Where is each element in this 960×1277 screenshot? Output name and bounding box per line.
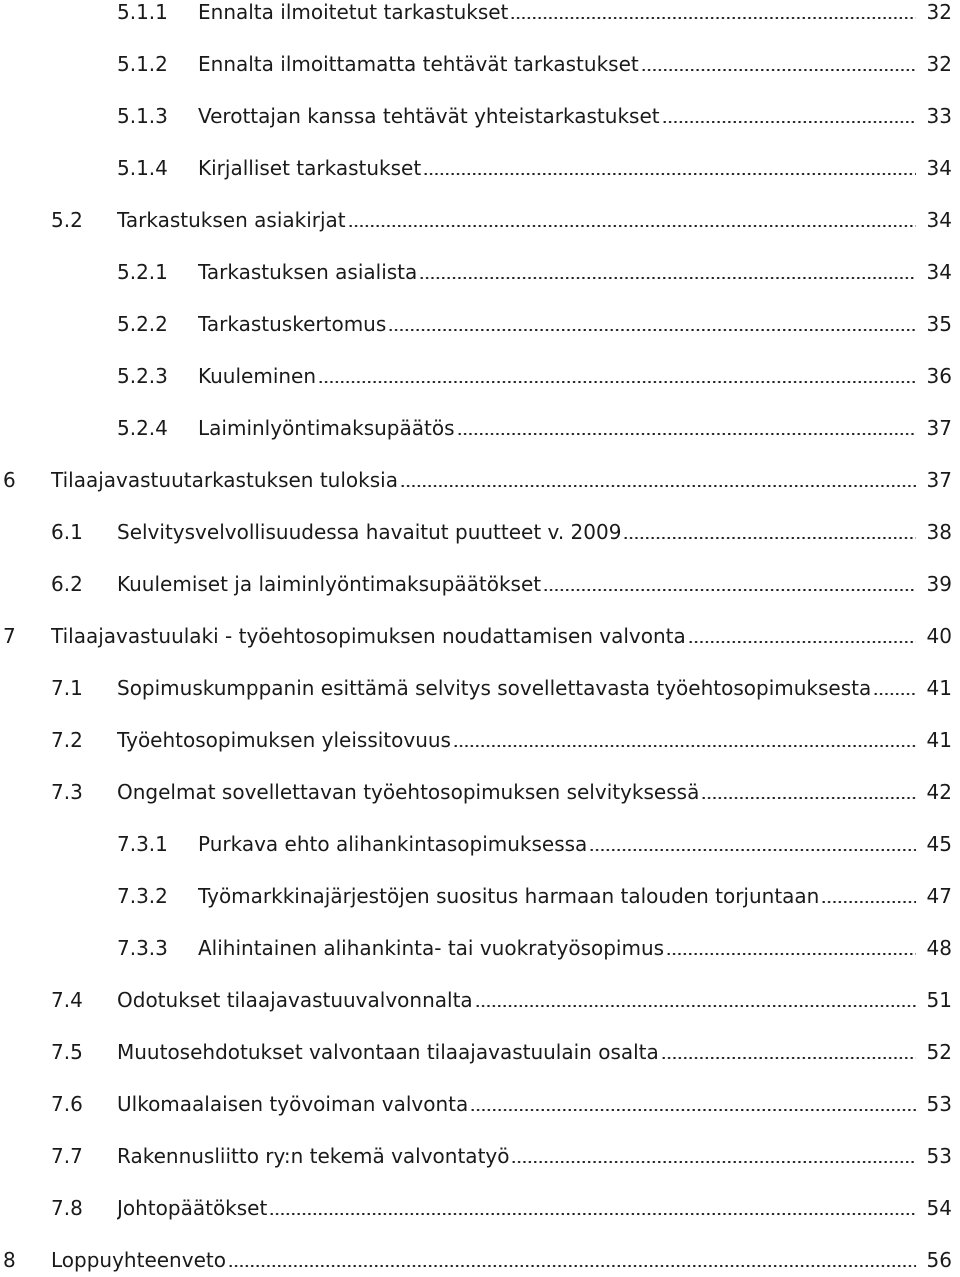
section-title: Kuulemiset ja laiminlyöntimaksupäätökset [117,572,542,596]
dot-leader [510,17,916,19]
toc-entry-5-2-2[interactable] [117,306,952,336]
section-number: 7.8 [51,1196,83,1220]
section-number: 6.1 [51,520,83,544]
section-title: Tilaajavastuutarkastuksen tuloksia [51,468,398,492]
dot-leader [423,173,916,175]
page-number: 51 [926,988,952,1012]
dot-leader [661,1057,916,1059]
section-title: Ulkomaalaisen työvoiman valvonta [117,1092,469,1116]
toc-entry-7-3-3[interactable] [117,930,952,960]
section-title: Alihintainen alihankinta- tai vuokratyösopimus [198,936,665,960]
section-title: Työmarkkinajärjestöjen suositus harmaan talouden torjuntaan [198,884,820,908]
dot-leader [701,797,916,799]
section-title: Selvitysvelvollisuudessa havaitut puutteet v. 2009 [117,520,622,544]
dot-leader [453,745,916,747]
page-number: 33 [926,104,952,128]
section-number: 7.3.2 [117,884,168,908]
page-number: 39 [926,572,952,596]
section-title: Verottajan kanssa tehtävät yhteistarkastukset [198,104,660,128]
page-number: 38 [926,520,952,544]
section-title: Kirjalliset tarkastukset [198,156,422,180]
dot-leader [388,329,916,331]
section-title: Kuuleminen [198,364,317,388]
page-number: 34 [926,156,952,180]
section-title: Tarkastuksen asiakirjat [117,208,346,232]
section-title: Ongelmat sovellettavan työehtosopimuksen selvityksessä [117,780,700,804]
page-number: 34 [926,208,952,232]
page-number: 35 [926,312,952,336]
section-number: 5.1.2 [117,52,168,76]
dot-leader [348,225,916,227]
section-title: Tilaajavastuulaki - työehtosopimuksen noudattamisen valvonta [51,624,686,648]
toc-entry-5-1-1[interactable] [117,0,952,24]
section-number: 7.6 [51,1092,83,1116]
toc-entry-5-1-3[interactable] [117,98,952,128]
section-title: Rakennusliitto ry:n tekemä valvontatyö [117,1144,510,1168]
section-number: 6.2 [51,572,83,596]
dot-leader [873,693,916,695]
toc-entry-5-2-3[interactable] [117,358,952,388]
toc-entry-6[interactable] [3,462,952,492]
toc-entry-7-2[interactable] [51,722,952,752]
page-number: 40 [926,624,952,648]
dot-leader [400,485,916,487]
section-number: 7.2 [51,728,83,752]
section-number: 7.1 [51,676,83,700]
section-number: 7 [3,624,16,648]
section-number: 5.2.4 [117,416,168,440]
toc-entry-7-1[interactable] [51,670,952,700]
section-number: 5.2.3 [117,364,168,388]
dot-leader [821,901,916,903]
page-number: 53 [926,1092,952,1116]
section-number: 7.3 [51,780,83,804]
dot-leader [269,1213,916,1215]
section-title: Tarkastuksen asialista [198,260,418,284]
page-number: 34 [926,260,952,284]
dot-leader [688,641,916,643]
dot-leader [228,1265,916,1267]
toc-entry-7-8[interactable] [51,1190,952,1220]
dot-leader [475,1005,916,1007]
page-number: 56 [926,1248,952,1272]
section-number: 6 [3,468,16,492]
toc-entry-7-4[interactable] [51,982,952,1012]
toc-entry-7-6[interactable] [51,1086,952,1116]
dot-leader [589,849,916,851]
toc-entry-5-2-1[interactable] [117,254,952,284]
section-number: 7.5 [51,1040,83,1064]
dot-leader [511,1161,916,1163]
dot-leader [641,69,916,71]
section-title: Sopimuskumppanin esittämä selvitys sovellettavasta työehtosopimuksesta [117,676,872,700]
dot-leader [623,537,916,539]
dot-leader [470,1109,916,1111]
section-title: Ennalta ilmoittamatta tehtävät tarkastukset [198,52,639,76]
page-number: 54 [926,1196,952,1220]
toc-entry-7-3-1[interactable] [117,826,952,856]
page-number: 32 [926,0,952,24]
page-number: 41 [926,728,952,752]
section-title: Purkava ehto alihankintasopimuksessa [198,832,588,856]
toc-entry-5-2-4[interactable] [117,410,952,440]
dot-leader [662,121,916,123]
toc-entry-7[interactable] [3,618,952,648]
section-title: Tarkastuskertomus [198,312,387,336]
section-number: 5.2 [51,208,83,232]
toc-entry-8[interactable] [3,1242,952,1272]
section-title: Johtopäätökset [117,1196,268,1220]
page-number: 45 [926,832,952,856]
section-number: 8 [3,1248,16,1272]
section-number: 5.1.4 [117,156,168,180]
dot-leader [419,277,916,279]
toc-entry-7-3-2[interactable] [117,878,952,908]
section-title: Odotukset tilaajavastuuvalvonnalta [117,988,473,1012]
section-number: 7.3.3 [117,936,168,960]
section-title: Muutosehdotukset valvontaan tilaajavastuulain osalta [117,1040,659,1064]
page-number: 37 [926,416,952,440]
dot-leader [666,953,916,955]
toc-entry-5-2[interactable] [51,202,952,232]
page-number: 32 [926,52,952,76]
toc-entry-5-1-2[interactable] [117,46,952,76]
section-title: Laiminlyöntimaksupäätös [198,416,455,440]
section-number: 7.3.1 [117,832,168,856]
section-number: 7.4 [51,988,83,1012]
toc-entry-6-1[interactable] [51,514,952,544]
dot-leader [318,381,916,383]
toc-entry-7-7[interactable] [51,1138,952,1168]
toc-entry-7-3[interactable] [51,774,952,804]
page-number: 47 [926,884,952,908]
toc-entry-6-2[interactable] [51,566,952,596]
section-title: Työehtosopimuksen yleissitovuus [117,728,451,752]
section-number: 5.1.1 [117,0,168,24]
toc-entry-5-1-4[interactable] [117,150,952,180]
page-number: 41 [926,676,952,700]
dot-leader [457,433,917,435]
section-number: 7.7 [51,1144,83,1168]
toc-entry-7-5[interactable] [51,1034,952,1064]
page-number: 53 [926,1144,952,1168]
section-number: 5.1.3 [117,104,168,128]
section-title: Loppuyhteenveto [51,1248,226,1272]
page-number: 52 [926,1040,952,1064]
page-number: 48 [926,936,952,960]
section-number: 5.2.1 [117,260,168,284]
page-number: 42 [926,780,952,804]
page-number: 37 [926,468,952,492]
page-number: 36 [926,364,952,388]
section-number: 5.2.2 [117,312,168,336]
section-title: Ennalta ilmoitetut tarkastukset [198,0,509,24]
dot-leader [543,589,916,591]
